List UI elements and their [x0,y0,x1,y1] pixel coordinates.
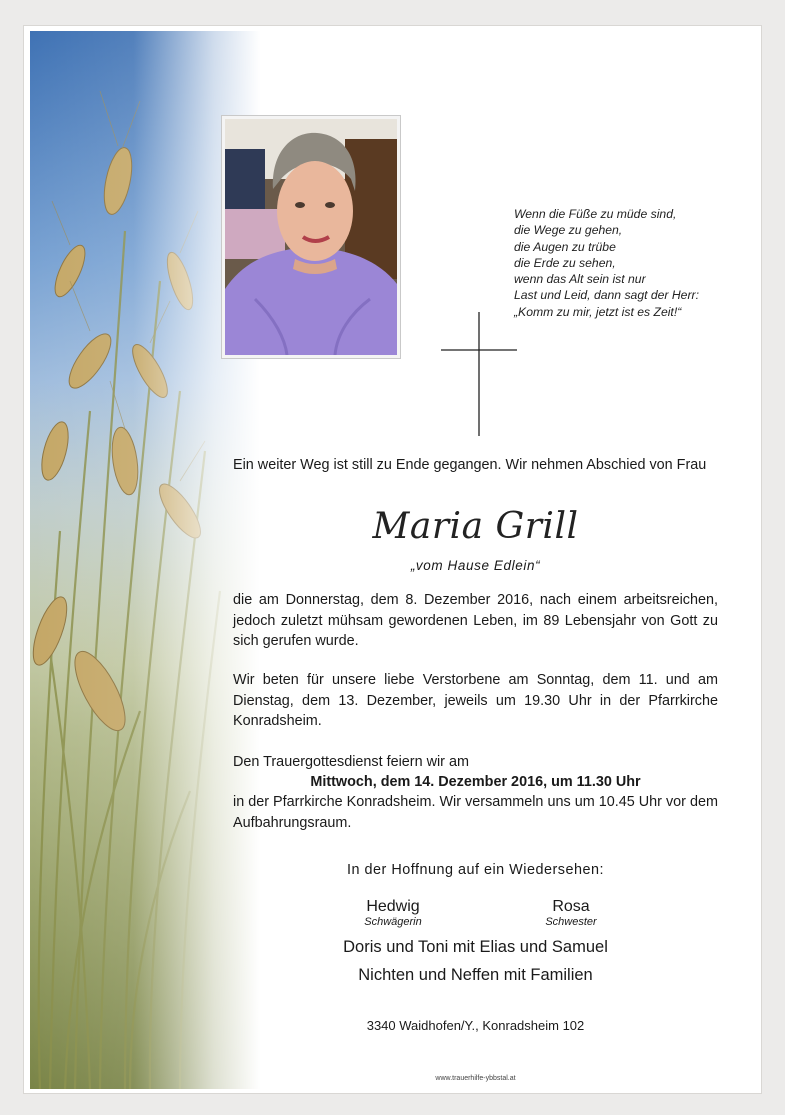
hope-line: In der Hoffnung auf ein Wiedersehen: [347,862,604,878]
address: 3340 Waidhofen/Y., Konradsheim 102 [366,1018,585,1033]
service-lead: Den Trauergottesdienst feiern wir am [233,754,469,770]
mourner-relation: Schwester [545,916,597,928]
prayer-paragraph: Wir beten für unsere liebe Verstorbene am Sonntag, dem 11. und am Dienstag, dem 13. Dezember, jeweils um 19.30 Uhr in der Pfarrkirche Konradsheim. [233,672,718,729]
service-details: in der Pfarrkirche Konradsheim. Wir versammeln uns um 10.45 Uhr vor dem Aufbahrungsraum. [233,794,718,831]
family-line: Nichten und Neffen mit Familien [358,966,593,984]
deceased-name: Maria Grill [372,506,579,547]
mourner [333,898,453,928]
mourner [511,898,631,928]
mourner-relation: Schwägerin [364,916,422,928]
intro-text: Ein weiter Weg ist still zu Ende gegangen. Wir nehmen Abschied von Frau [233,457,707,473]
portrait-photo [225,119,397,355]
portrait-frame [222,116,400,358]
website-footer: www.trauerhilfe-ybbstal.at [435,1075,516,1082]
poem-line: die Wege zu gehen, [514,223,623,238]
maiden-name: „vom Hause Edlein“ [410,558,541,573]
death-notice-paragraph: die am Donnerstag, dem 8. Dezember 2016, nach einem arbeitsreichen, jedoch zuletzt mühsam gewordenen Leben, im 89 Lebensjahr von Gott zu sich gerufen wurde. [233,592,718,649]
poem-line: die Erde zu sehen, [514,255,616,270]
poem-line: Last und Leid, dann sagt der Herr: [514,288,699,303]
family-line: Doris und Toni mit Elias und Samuel [343,938,608,956]
poem-line: „Komm zu mir, jetzt ist es Zeit!“ [514,304,682,319]
poem-line: Wenn die Füße zu müde sind, [514,207,677,221]
cross-icon [441,312,517,436]
poem-line: die Augen zu trübe [514,239,616,254]
mourner-name: Rosa [552,898,590,915]
poem-line: wenn das Alt sein ist nur [514,272,646,287]
service-date: Mittwoch, dem 14. Dezember 2016, um 11.30 Uhr [310,774,641,790]
mourner-name: Hedwig [366,898,420,915]
poem [514,206,754,320]
